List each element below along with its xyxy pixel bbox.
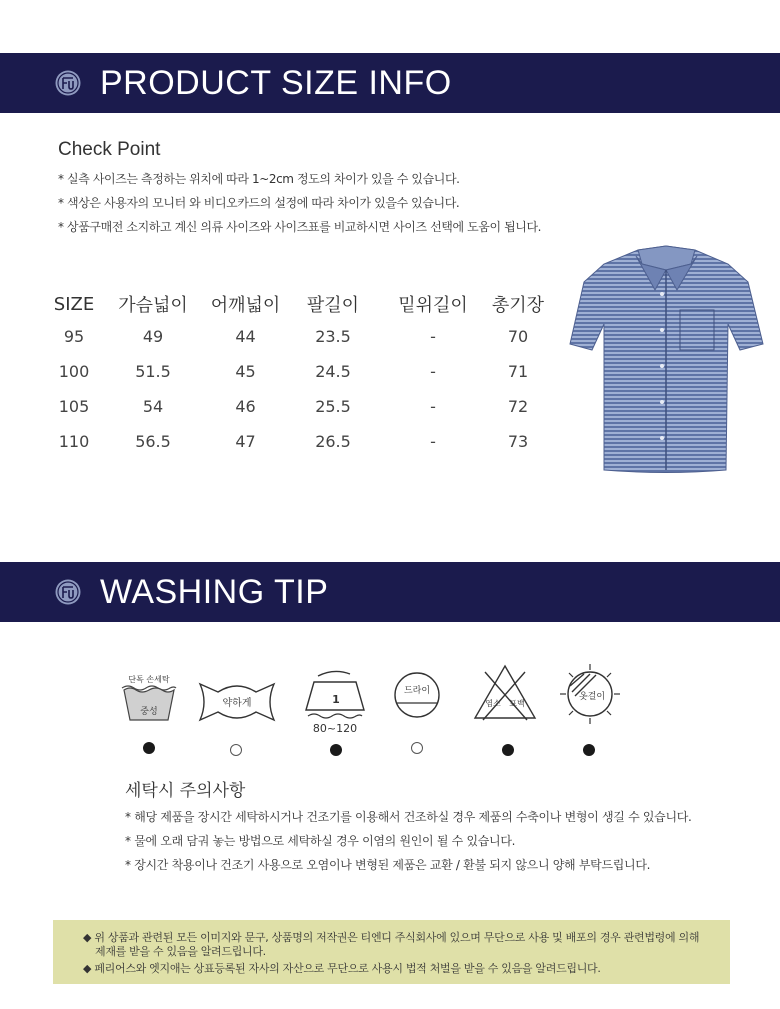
table-row (45, 354, 548, 389)
hand-wash-inner-label: 중성 (140, 707, 158, 717)
check-note: * 실측 사이즈는 측정하는 위치에 따라 1~2cm 정도의 차이가 있을 수 있습니다. (58, 172, 460, 186)
table-cell: 46 (235, 397, 256, 416)
table-cell: 47 (235, 432, 256, 451)
table-row (45, 389, 548, 424)
header-shoulder: 어깨넓이 (210, 295, 281, 316)
section-title: PRODUCT SIZE INFO (100, 64, 452, 102)
header-chest: 가슴넓이 (118, 295, 188, 316)
size-table-header (45, 289, 548, 319)
no-bleach-icon (471, 662, 539, 724)
iron-indicator (330, 744, 342, 756)
table-cell: 25.5 (315, 397, 351, 416)
no-bleach-indicator (502, 744, 514, 756)
table-cell: 105 (58, 397, 90, 416)
hanger-dry-icon (558, 662, 622, 726)
table-row (45, 319, 548, 354)
header-sleeve: 팔길이 (306, 295, 360, 316)
copyright-box (53, 920, 730, 984)
dry-clean-inner-label: 드라이 (403, 686, 431, 696)
table-cell: 24.5 (315, 362, 351, 381)
hand-wash-top-label: 단독 손세탁 (128, 675, 170, 684)
table-cell: 95 (63, 327, 85, 346)
table-cell: 54 (142, 397, 164, 416)
header-size: SIZE (53, 293, 95, 315)
caution-note: * 물에 오래 담궈 놓는 방법으로 세탁하실 경우 이염의 원인이 될 수 있습니다. (125, 834, 516, 848)
iron-bottom-label: 80~120 (312, 722, 358, 735)
check-note: * 상품구매전 소지하고 계신 의류 사이즈와 사이즈표를 비교하시면 사이즈 선택에 도움이 됩니다. (58, 220, 542, 234)
table-cell: 110 (58, 432, 90, 451)
table-cell: 71 (507, 362, 529, 381)
table-cell: 70 (507, 327, 529, 346)
gentle-wash-indicator (230, 744, 242, 756)
table-cell: - (430, 327, 436, 346)
hanger-dry-indicator (583, 744, 595, 756)
iron-icon (300, 666, 370, 738)
header-rise: 밑위길이 (398, 295, 468, 316)
no-bleach-right-label: 표백 (509, 699, 525, 708)
copyright-line: ◆ 페리어스와 엣지애는 상표등록된 자사의 자산으로 무단으로 사용시 법적 처벌을 받을 수 있음을 알려드립니다. (83, 962, 601, 975)
gentle-wash-inner-label: 약하게 (222, 698, 252, 709)
size-info-banner (0, 53, 780, 113)
copyright-line: 제재를 받을 수 있음을 알려드립니다. (95, 945, 266, 958)
caution-note: * 해당 제품을 장시간 세탁하시거나 건조기를 이용해서 건조하실 경우 제품의 수축이나 변형이 생길 수 있습니다. (125, 810, 692, 824)
no-bleach-left-label: 염소 (485, 699, 501, 708)
table-cell: - (430, 432, 436, 451)
table-cell: 100 (58, 362, 90, 381)
caution-note: * 장시간 착용이나 건조기 사용으로 오염이나 변형된 제품은 교환 / 환불 되지 않으니 양해 부탁드립니다. (125, 858, 651, 872)
brand-logo-icon (55, 579, 81, 605)
table-cell: 72 (507, 397, 529, 416)
caution-title: 세탁시 주의사항 (125, 781, 246, 801)
table-cell: 23.5 (315, 327, 351, 346)
washing-tip-banner (0, 562, 780, 622)
table-cell: 49 (142, 327, 164, 346)
table-cell: 73 (507, 432, 529, 451)
dry-clean-indicator (411, 742, 423, 754)
check-note: * 색상은 사용자의 모니터 와 비디오카드의 설정에 따라 차이가 있을수 있습니다. (58, 196, 460, 210)
table-cell: - (430, 362, 436, 381)
brand-logo-icon (55, 70, 81, 96)
iron-inner-label: 1 (332, 693, 340, 706)
table-cell: 56.5 (135, 432, 171, 451)
dry-clean-icon (392, 670, 442, 720)
check-point-title: Check Point (58, 139, 161, 160)
shirt-image (568, 242, 765, 475)
header-length: 총기장 (491, 295, 545, 316)
table-cell: 26.5 (315, 432, 351, 451)
table-cell: 44 (235, 327, 256, 346)
hand-wash-indicator (143, 742, 155, 754)
gentle-wash-icon (198, 680, 276, 724)
table-cell: 51.5 (135, 362, 171, 381)
size-table (45, 289, 548, 459)
table-cell: - (430, 397, 436, 416)
hanger-dry-inner-label: 옷걸이 (578, 692, 606, 702)
copyright-line: ◆ 위 상품과 관련된 모든 이미지와 문구, 상품명의 저작권은 티엔디 주식회사에 있으며 무단으로 사용 및 배포의 경우 관련법령에 의해 (83, 931, 700, 944)
hand-wash-icon (118, 670, 180, 726)
table-row (45, 424, 548, 459)
table-cell: 45 (235, 362, 256, 381)
section-title: WASHING TIP (100, 573, 329, 611)
